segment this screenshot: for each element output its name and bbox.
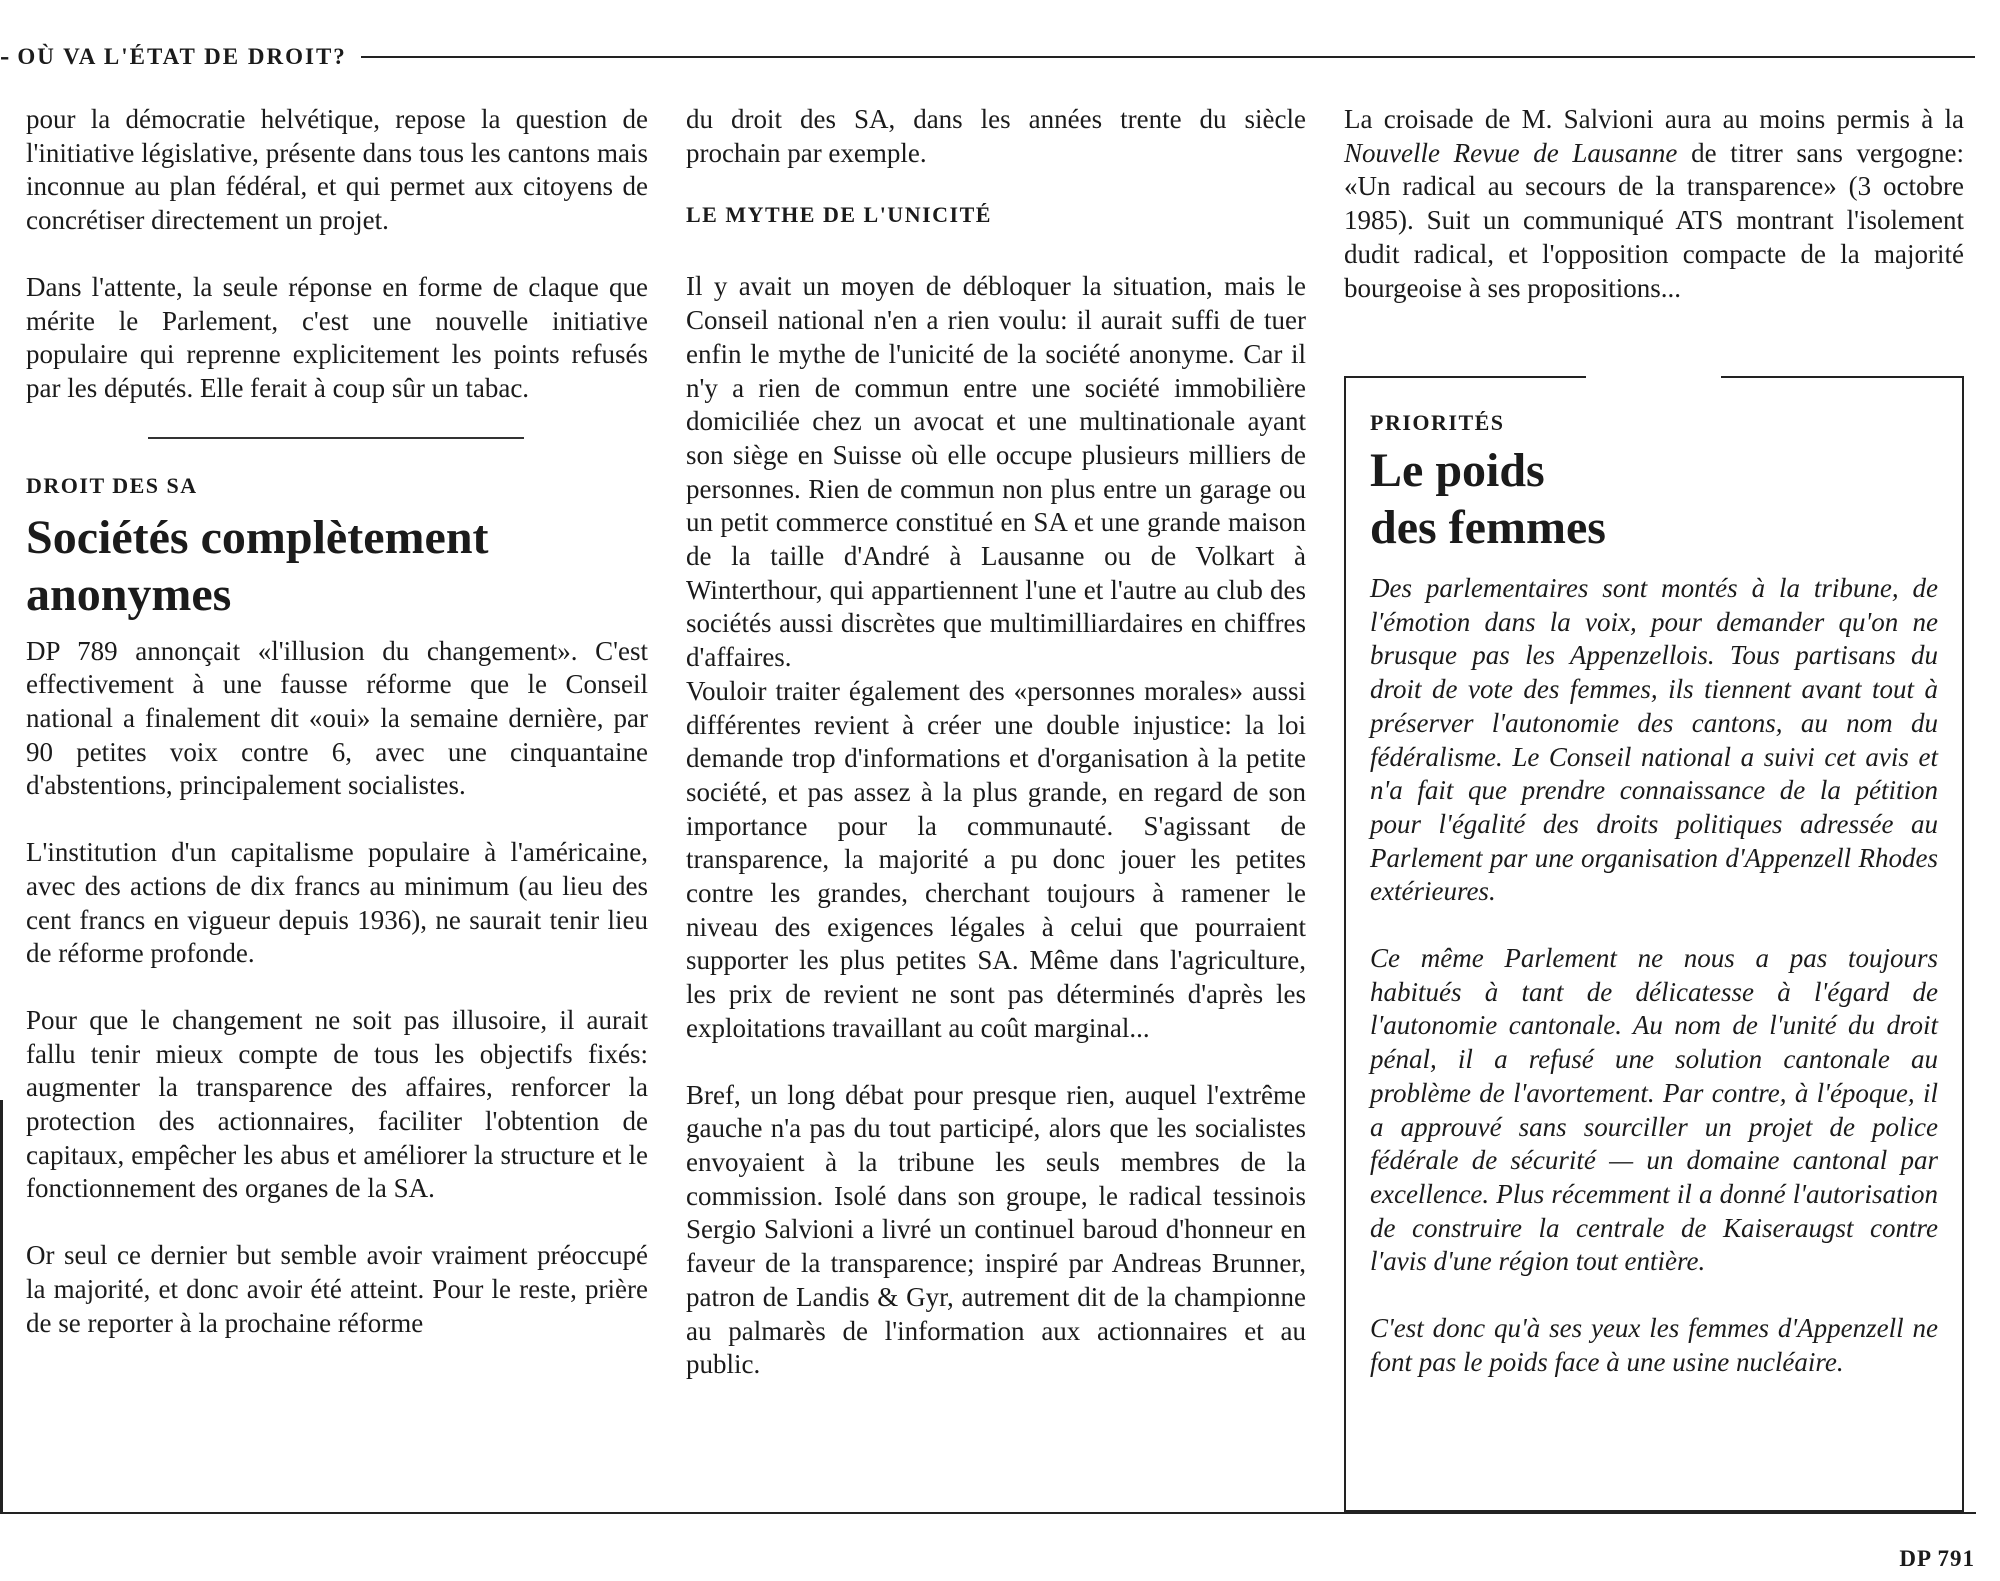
col1-paragraph-1: pour la démocratie helvétique, repose la question de l'initiative législative, présente dans tous les cantons mais inconnue au plan fédéral, et qui permet aux citoyens de concrétiser directement un projet. xyxy=(26,104,648,236)
column-3 xyxy=(1344,103,1964,305)
col1-paragraph-5: Pour que le changement ne soit pas illusoire, il aurait fallu tenir mieux compte de tous les objectifs fixés: augmenter la transparence des affaires, renforcer la protection des actionnaires, faciliter l'obtention de capitaux, empêcher les abus et améliorer la structure et le fonctionnement des organes de la SA. xyxy=(26,1004,648,1204)
col1-paragraph-2: Dans l'attente, la seule réponse en forme de claque que mérite le Parlement, c'est une nouvelle initiative populaire qui reprenne explicitement les points refusés par les députés. Elle ferait à coup sûr un tabac. xyxy=(26,271,648,403)
article-headline: Sociétés complètement anonymes xyxy=(26,510,489,621)
col2-paragraph-2: Il y avait un moyen de débloquer la situation, mais le Conseil national n'en a rien voulu: il aurait suffi de tuer enfin le mythe de l'unicité de la société anonyme. Car il n'y a rien de commun entre une société immobilière domiciliée chez un avocat et une multinationale ayant son siège en Suisse où elle occupe plusieurs milliers de personnes. Rien de commun non plus entre un garage ou un petit commerce constitué en SA et une grande maison de la taille d'André à Lausanne ou de Volkart à Winterthour, qui appartiennent l'une et l'autre au club des sociétés aussi discrètes que multimilliardaires en chiffres d'affaires. xyxy=(686,271,1306,673)
box-top-rule-right xyxy=(1721,376,1964,378)
col1-paragraph-3: DP 789 annonçait «l'illusion du changement». C'est effectivement à une fausse réforme que le Conseil national a finalement dit «oui» la semaine dernière, par 90 petites voix contre 6, avec une cinquantaine d'abstentions, principalement socialistes. xyxy=(26,635,648,801)
col2-paragraph-1: du droit des SA, dans les années trente du siècle prochain par exemple. xyxy=(686,104,1306,168)
col1-paragraph-6: Or seul ce dernier but semble avoir vraiment préoccupé la majorité, et donc avoir été atteint. Pour le reste, prière de se reporter à la prochaine réforme xyxy=(26,1240,648,1338)
box-kicker: PRIORITÉS xyxy=(1370,410,1505,435)
box-paragraph-2: Ce même Parlement ne nous a pas toujours habitués à tant de délicatesse à l'égard de l'autonomie cantonale. Au nom de l'unité du droit pénal, il a refusé une solution cantonale au problème de l'avortement. Par contre, à l'époque, il a approuvé sans sourciller un projet de police fédérale de sécurité — un domaine cantonal par excellence. Plus récemment il a donné l'autorisation de construire la centrale de Kaiseraugst contre l'avis d'une région tout entière. xyxy=(1370,943,1938,1277)
box-headline xyxy=(1370,442,1938,556)
section-header xyxy=(0,37,1975,77)
article-divider xyxy=(148,437,524,439)
header-rule xyxy=(361,56,1975,58)
box-paragraph-3: C'est donc qu'à ses yeux les femmes d'Appenzell ne font pas le poids face à une usine nucléaire. xyxy=(1370,1313,1938,1377)
article-kicker: DROIT DES SA xyxy=(26,472,198,498)
col3-paragraph-1 xyxy=(1344,103,1964,305)
header-mark: - xyxy=(0,41,10,72)
sidebar-box xyxy=(1344,376,1964,1512)
col1-paragraph-4: L'institution d'un capitalisme populaire à l'américaine, avec des actions de dix francs au minimum (au lieu des cent francs en vigueur depuis 1936), ne saurait tenir lieu de réforme profonde. xyxy=(26,837,648,969)
page-left-edge xyxy=(0,1100,3,1514)
box-headline-line-2: des femmes xyxy=(1370,501,1606,554)
col2-paragraph-4: Bref, un long débat pour presque rien, auquel l'extrême gauche n'a pas du tout participé, alors que les socialistes envoyaient à la tribune les seuls membres de la commission. Isolé dans son groupe, le radical tessinois Sergio Salvioni a livré un continuel baroud d'honneur en faveur de la transparence; inspiré par Andreas Brunner, patron de Landis & Gyr, autrement dit de la championne au palmarès de l'information aux actionnaires et au public. xyxy=(686,1079,1306,1380)
column-1 xyxy=(26,103,648,1340)
section-title: OÙ VA L'ÉTAT DE DROIT? xyxy=(17,44,347,69)
bottom-rule xyxy=(0,1512,1976,1514)
col3-text-a: La croisade de M. Salvioni aura au moins permis à la xyxy=(1344,104,1964,134)
subhead-kicker: LE MYTHE DE L'UNICITÉ xyxy=(686,202,992,228)
col2-paragraph-3: Vouloir traiter également des «personnes morales» aussi différentes revient à créer une double injustice: la loi demande trop d'informations et d'organisation à la petite société, et pas assez à la plus grande, en regard de son importance pour la communauté. S'agissant de transparence, la majorité a pu donc jouer les petites contre les grandes, cherchant toujours à ramener le niveau des exigences légales à celui que pourraient supporter les plus petites SA. Même dans l'agriculture, les prix de revient ne sont pas déterminés d'après les exploitations travaillant au coût marginal... xyxy=(686,675,1306,1043)
publication-name: Nouvelle Revue de Lausanne xyxy=(1344,137,1678,168)
page-label: DP 791 xyxy=(1899,1546,1975,1571)
box-top-rule-left xyxy=(1344,376,1586,378)
box-headline-line-1: Le poids xyxy=(1370,444,1545,497)
col3-text-b: de titrer sans vergogne: «Un radical au secours de la transparence» (3 octobre 1985). Suit un communiqué ATS montrant l'isolement dudit radical, et l'opposition compacte de la majorité bourgeoise à ses propositions... xyxy=(1344,137,1964,303)
box-paragraph-1: Des parlementaires sont montés à la tribune, de l'émotion dans la voix, pour demander qu'on ne brusque pas les Appenzellois. Tous partisans du droit de vote des femmes, ils tiennent avant tout à préserver l'autonomie des cantons, au nom du fédéralisme. Le Conseil national a suivi cet avis et n'a fait que prendre connaissance de la pétition pour l'égalité des droits politiques adressée au Parlement par une organisation d'Appenzell Rhodes extérieures. xyxy=(1370,573,1938,907)
column-2 xyxy=(686,103,1306,1382)
